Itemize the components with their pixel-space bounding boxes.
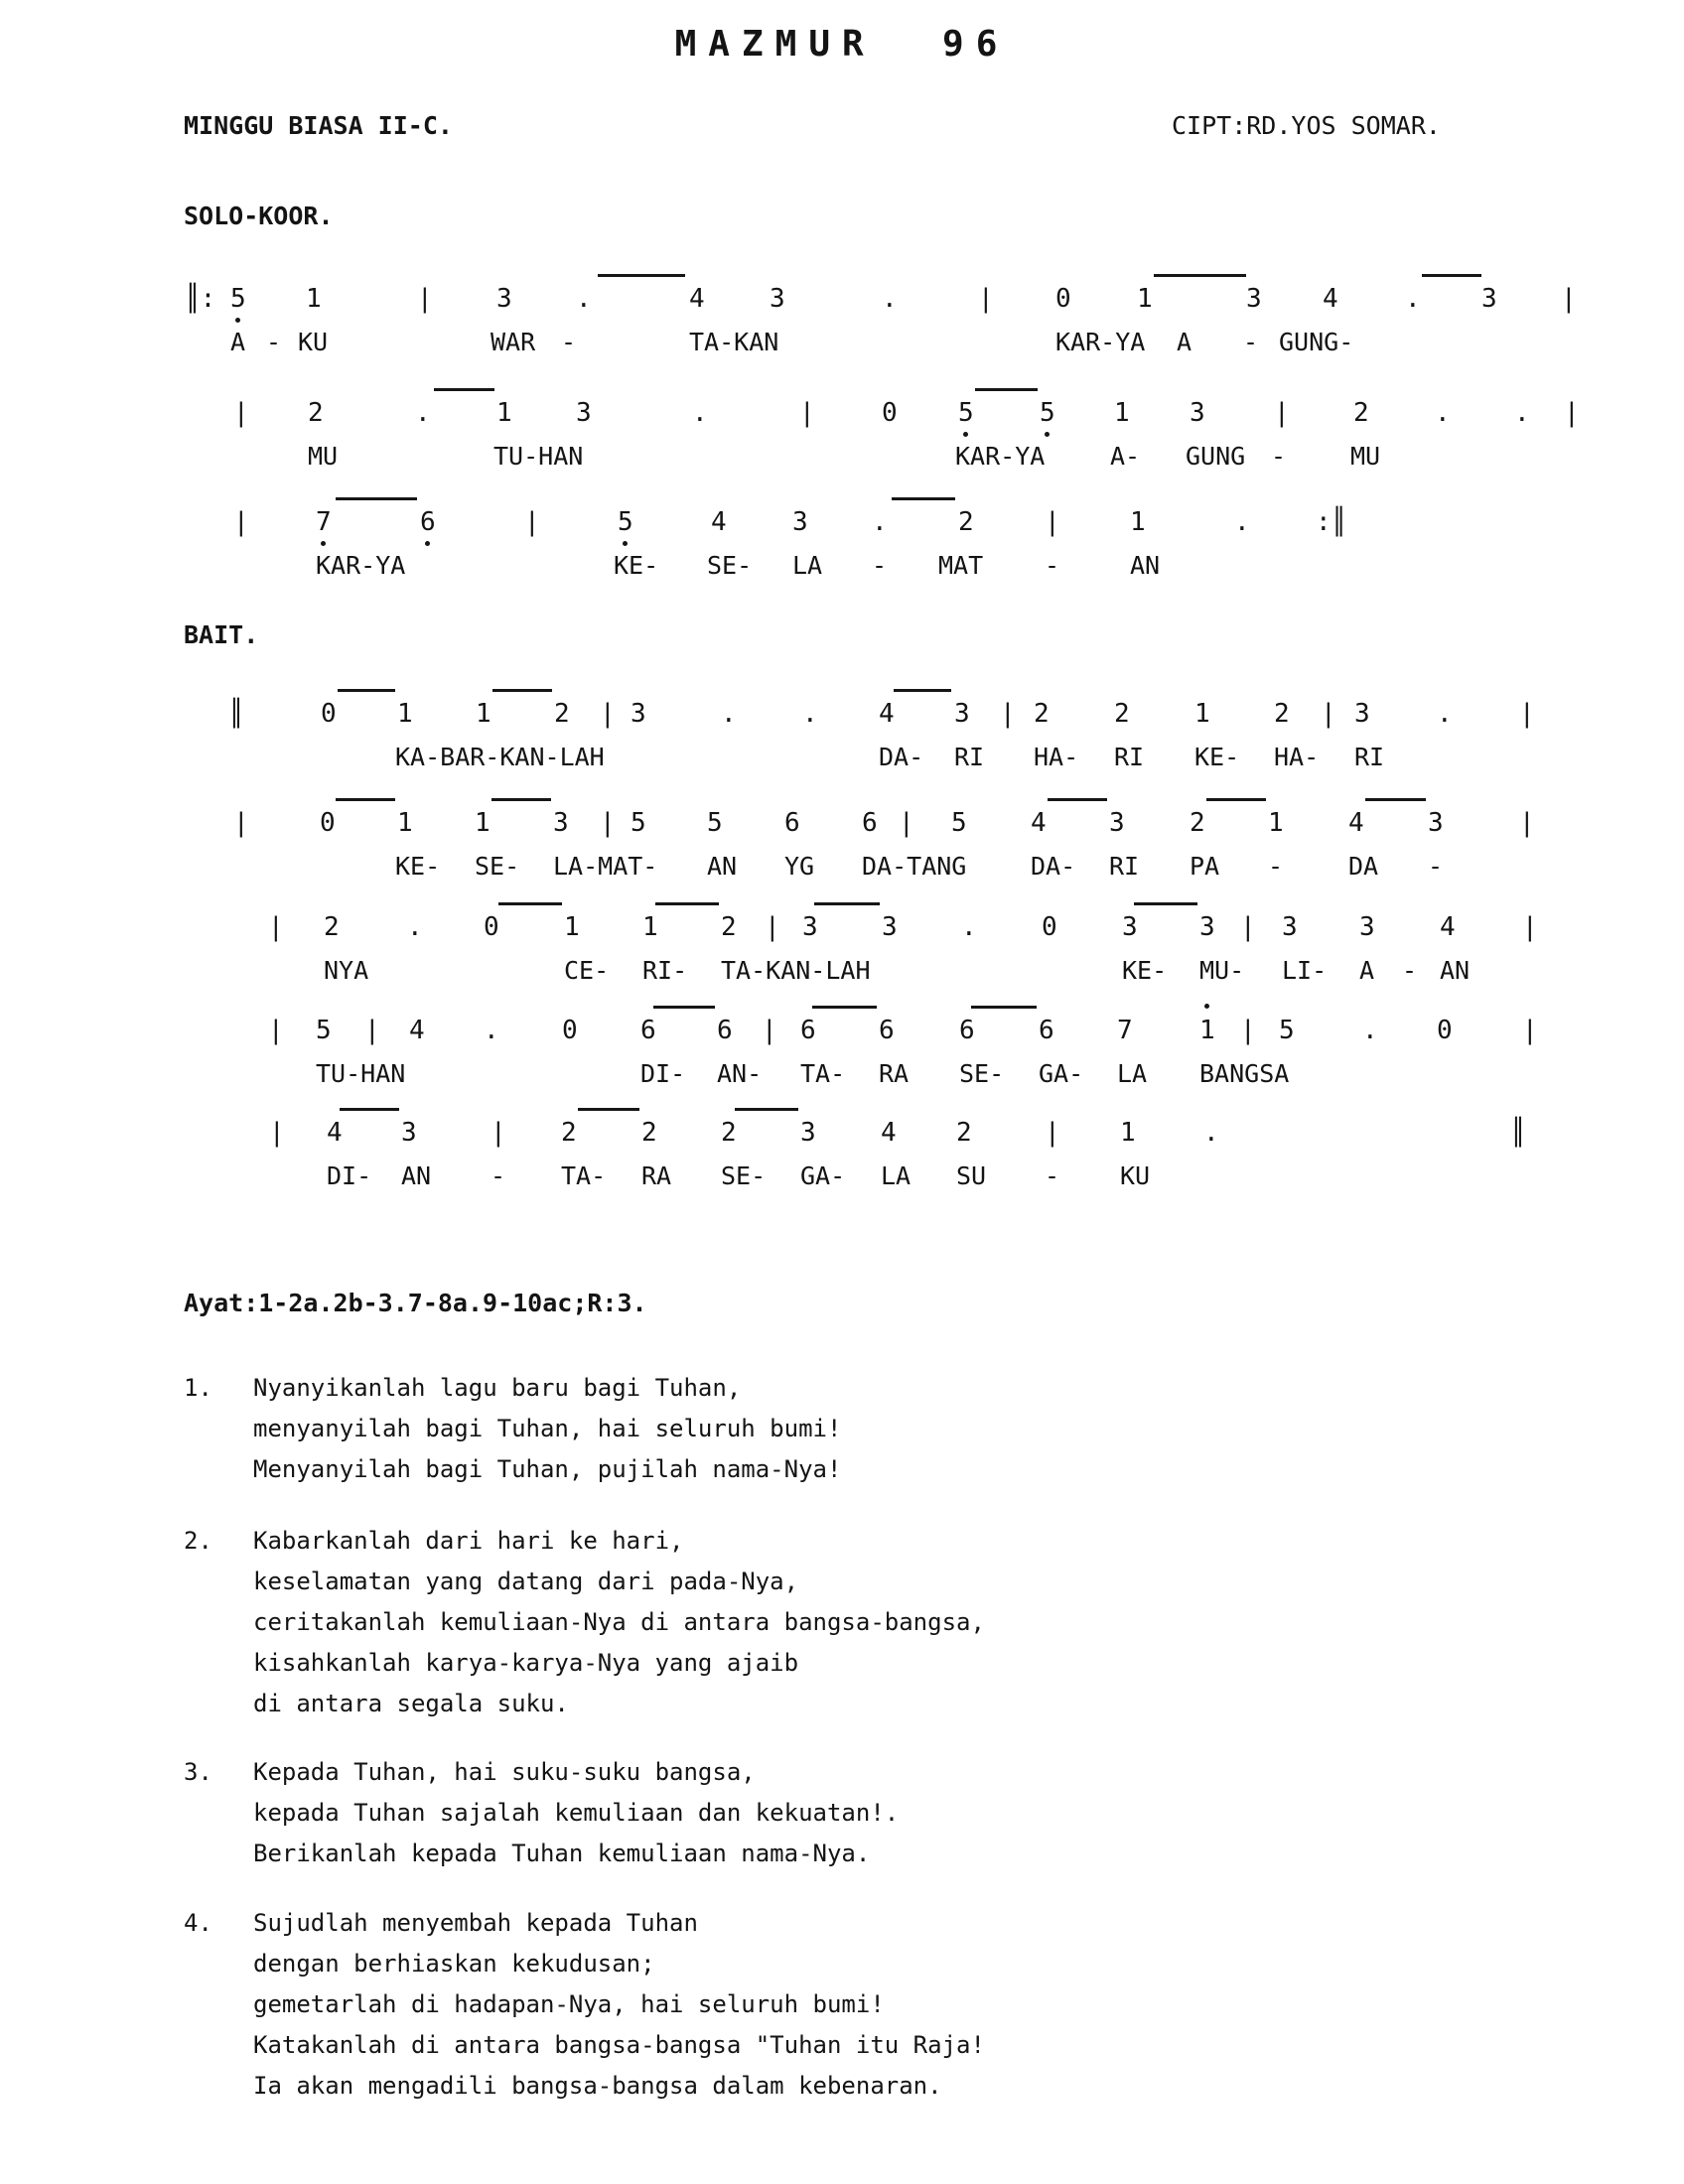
note-token: 2 — [721, 912, 737, 942]
note-token: . — [484, 1016, 499, 1045]
note-token: 5 — [958, 398, 974, 428]
beam-line — [336, 798, 395, 801]
note-token: 1 — [1194, 699, 1210, 729]
note-token: 4 — [711, 507, 727, 537]
note-token: 5 — [618, 507, 633, 537]
note-token: | — [1045, 1118, 1060, 1148]
note-token: 3 — [401, 1118, 417, 1148]
verse-block — [184, 1521, 985, 1724]
note-token: | — [600, 808, 616, 838]
note-token: 2 — [1274, 699, 1290, 729]
verse-line: Katakanlah di antara bangsa-bangsa "Tuhan itu Raja! — [253, 2031, 985, 2059]
lyric-syllable: - — [1402, 956, 1418, 985]
note-token: 4 — [1323, 284, 1338, 314]
note-token: . — [1203, 1118, 1219, 1148]
beam-line — [892, 497, 955, 500]
lyric-syllable: - — [1045, 1161, 1060, 1190]
note-token: 2 — [324, 912, 340, 942]
verse-number: 2. — [184, 1527, 212, 1555]
lyric-syllable: KU — [1120, 1161, 1151, 1190]
note-token: 5 — [230, 284, 246, 314]
lyric-syllable: YG — [784, 852, 815, 881]
lyric-syllable: TU-HAN — [493, 442, 584, 471]
music-line — [0, 1015, 1684, 1096]
page-title: MAZMUR 96 — [674, 24, 1010, 65]
beam-line — [491, 798, 551, 801]
note-token: 1 — [1137, 284, 1153, 314]
note-token: 2 — [554, 699, 570, 729]
beam-line — [1134, 902, 1197, 905]
note-token: 2 — [1353, 398, 1369, 428]
note-token: 0 — [1055, 284, 1071, 314]
music-line — [0, 506, 1684, 588]
lyric-syllable: KA-BAR-KAN-LAH — [395, 743, 605, 771]
lyric-syllable: LA — [792, 551, 823, 580]
lyric-syllable: SE- — [707, 551, 753, 580]
note-token: 2 — [1114, 699, 1130, 729]
note-token: . — [1362, 1016, 1378, 1045]
lyric-syllable: SE- — [721, 1161, 767, 1190]
note-token: 6 — [862, 808, 878, 838]
lyric-syllable: TU-HAN — [316, 1059, 406, 1088]
beam-line — [578, 1108, 639, 1111]
lyric-syllable: LA — [1117, 1059, 1148, 1088]
note-token: 1 — [306, 284, 322, 314]
beam-line — [653, 1006, 715, 1009]
verse-block — [184, 1368, 841, 1490]
note-token: ║ — [228, 699, 244, 729]
note-token: 3 — [770, 284, 785, 314]
note-token: 3 — [553, 808, 569, 838]
lyric-syllable: AN — [1130, 551, 1161, 580]
note-token: . — [1435, 398, 1451, 428]
note-token: 1 — [1130, 507, 1146, 537]
note-token: | — [978, 284, 994, 314]
music-line — [0, 1117, 1684, 1198]
note-token: | — [1522, 912, 1538, 942]
note-token: 4 — [327, 1118, 343, 1148]
verse-lines — [253, 1521, 985, 1724]
note-token: 3 — [1122, 912, 1138, 942]
lyric-syllable: A — [1177, 328, 1193, 356]
verse-number: 3. — [184, 1758, 212, 1786]
lyric-syllable: TA-KAN-LAH — [721, 956, 871, 985]
note-token: 6 — [784, 808, 800, 838]
lyric-syllable: BANGSA — [1199, 1059, 1290, 1088]
note-token: | — [799, 398, 815, 428]
note-token: 0 — [484, 912, 499, 942]
beam-line — [1206, 798, 1266, 801]
note-token: ║ — [1510, 1118, 1526, 1148]
lyric-syllable: AN — [707, 852, 738, 881]
lyric-syllable: SU — [956, 1161, 987, 1190]
verse-line: di antara segala suku. — [253, 1690, 569, 1717]
note-token: 4 — [689, 284, 705, 314]
note-token: 1 — [1114, 398, 1130, 428]
lyric-syllable: GA- — [1039, 1059, 1084, 1088]
note-token: 5 — [707, 808, 723, 838]
lyric-syllable: - — [491, 1161, 506, 1190]
note-token: 1 — [1120, 1118, 1136, 1148]
note-token: 6 — [1039, 1016, 1054, 1045]
note-token: . — [802, 699, 818, 729]
beam-line — [812, 1006, 877, 1009]
note-token: 6 — [640, 1016, 656, 1045]
beam-line — [434, 388, 494, 391]
lyric-syllable: - — [872, 551, 888, 580]
verse-line: dengan berhiaskan kekudusan; — [253, 1950, 655, 1978]
note-token: 3 — [792, 507, 808, 537]
verse-line: Kabarkanlah dari hari ke hari, — [253, 1527, 684, 1555]
beam-line — [1365, 798, 1426, 801]
beam-line — [814, 902, 880, 905]
lyric-syllable: RI — [954, 743, 985, 771]
lyric-syllable: MU- — [1199, 956, 1245, 985]
note-token: 5 — [316, 1016, 332, 1045]
note-token: | — [269, 1118, 285, 1148]
note-token: 3 — [954, 699, 970, 729]
note-token: | — [268, 912, 284, 942]
lyric-syllable: KE- — [1194, 743, 1240, 771]
note-token: . — [415, 398, 431, 428]
note-token: | — [899, 808, 914, 838]
note-token: | — [1000, 699, 1016, 729]
note-token: 1 — [397, 808, 413, 838]
note-token: 4 — [409, 1016, 425, 1045]
note-token: 3 — [1354, 699, 1370, 729]
note-token: 3 — [631, 699, 646, 729]
lyric-syllable: RI — [1354, 743, 1385, 771]
lyric-syllable: TA-KAN — [689, 328, 779, 356]
lyric-syllable: HA- — [1274, 743, 1320, 771]
liturgical-week-label: MINGGU BIASA II-C. — [184, 111, 453, 140]
verse-line: gemetarlah di hadapan-Nya, hai seluruh bumi! — [253, 1990, 885, 2018]
note-token: 3 — [1428, 808, 1444, 838]
verse-reference-heading: Ayat:1-2a.2b-3.7-8a.9-10ac;R:3. — [184, 1289, 647, 1317]
verse-line: kepada Tuhan sajalah kemuliaan dan kekuatan!. — [253, 1799, 900, 1827]
lyric-syllable: KAR-YA — [1055, 328, 1146, 356]
note-token: 4 — [881, 1118, 897, 1148]
lyric-syllable: MU — [308, 442, 339, 471]
lyric-syllable: - — [266, 328, 282, 356]
beam-line — [1422, 274, 1481, 277]
beam-line — [971, 1006, 1037, 1009]
note-token: 0 — [320, 808, 336, 838]
beam-line — [655, 902, 719, 905]
lyric-syllable: DI- — [640, 1059, 686, 1088]
note-token: 2 — [721, 1118, 737, 1148]
note-token: 3 — [1199, 912, 1215, 942]
lyric-syllable: DI- — [327, 1161, 372, 1190]
beam-line — [492, 689, 552, 692]
section-label-solo-koor: SOLO-KOOR. — [184, 202, 334, 230]
verse-number: 4. — [184, 1909, 212, 1937]
beam-line — [975, 388, 1038, 391]
note-token: | — [417, 284, 433, 314]
note-token: 4 — [879, 699, 895, 729]
lyric-syllable: PA — [1190, 852, 1220, 881]
note-token: . — [576, 284, 592, 314]
note-token: 2 — [1034, 699, 1050, 729]
note-token: | — [1564, 398, 1580, 428]
verse-line: Ia akan mengadili bangsa-bangsa dalam kebenaran. — [253, 2072, 942, 2100]
lyric-syllable: A — [1359, 956, 1375, 985]
lyric-syllable: A- — [1110, 442, 1141, 471]
note-token: 4 — [1031, 808, 1047, 838]
note-token: . — [692, 398, 708, 428]
note-token: 3 — [1190, 398, 1205, 428]
note-token: 7 — [316, 507, 332, 537]
note-token: | — [364, 1016, 380, 1045]
note-token: 2 — [561, 1118, 577, 1148]
note-token: 3 — [576, 398, 592, 428]
note-token: | — [233, 398, 249, 428]
lyric-syllable: - — [1243, 328, 1259, 356]
beam-line — [598, 274, 685, 277]
music-line — [0, 283, 1684, 364]
note-token: 7 — [1117, 1016, 1133, 1045]
note-token: | — [268, 1016, 284, 1045]
verse-line: Menyanyilah bagi Tuhan, pujilah nama-Nya! — [253, 1455, 842, 1483]
note-token: | — [491, 1118, 506, 1148]
lyric-syllable: AN- — [717, 1059, 763, 1088]
lyric-syllable: DA-TANG — [862, 852, 967, 881]
note-token: . — [1437, 699, 1453, 729]
lyric-syllable: RI — [1114, 743, 1145, 771]
lyric-syllable: KAR-YA — [316, 551, 406, 580]
note-token: . — [1234, 507, 1250, 537]
note-token: 1 — [1199, 1016, 1215, 1045]
note-token: | — [524, 507, 540, 537]
note-token: 5 — [631, 808, 646, 838]
verse-line: menyanyilah bagi Tuhan, hai seluruh bumi! — [253, 1415, 842, 1442]
lyric-syllable: MU — [1350, 442, 1381, 471]
note-token: . — [872, 507, 888, 537]
verse-lines — [253, 1903, 985, 2107]
note-token: 1 — [397, 699, 413, 729]
lyric-syllable: GUNG- — [1279, 328, 1354, 356]
verse-block — [184, 1752, 899, 1874]
note-token: 3 — [882, 912, 898, 942]
note-token: 0 — [1042, 912, 1057, 942]
lyric-syllable: TA- — [561, 1161, 607, 1190]
note-token: | — [1561, 284, 1577, 314]
note-token: 2 — [641, 1118, 657, 1148]
note-token: 2 — [308, 398, 324, 428]
beam-line — [340, 1108, 399, 1111]
note-token: | — [765, 912, 780, 942]
note-token: | — [1321, 699, 1336, 729]
beam-line — [498, 902, 562, 905]
note-token: | — [1522, 1016, 1538, 1045]
note-token: 0 — [882, 398, 898, 428]
beam-line — [894, 689, 951, 692]
note-token: 6 — [717, 1016, 733, 1045]
verse-line: ceritakanlah kemuliaan-Nya di antara bangsa-bangsa, — [253, 1608, 985, 1636]
note-token: 3 — [800, 1118, 816, 1148]
lyric-syllable: DA- — [1031, 852, 1076, 881]
note-token: | — [233, 808, 249, 838]
verse-line: kisahkanlah karya-karya-Nya yang ajaib — [253, 1649, 799, 1677]
lyric-syllable: - — [1428, 852, 1444, 881]
beam-line — [735, 1108, 798, 1111]
lyric-syllable: KE- — [614, 551, 659, 580]
music-line — [0, 911, 1684, 993]
note-token: :║ — [1316, 507, 1347, 537]
beam-line — [1048, 798, 1107, 801]
lyric-syllable: KE- — [395, 852, 441, 881]
lyric-syllable: SE- — [959, 1059, 1005, 1088]
lyric-syllable: - — [1268, 852, 1284, 881]
note-token: 0 — [562, 1016, 578, 1045]
verse-block — [184, 1903, 985, 2107]
composer-credit: CIPT:RD.YOS SOMAR. — [1172, 111, 1441, 140]
note-token: 1 — [476, 699, 491, 729]
lyric-syllable: WAR — [491, 328, 536, 356]
note-token: | — [600, 699, 616, 729]
verse-number: 1. — [184, 1374, 212, 1402]
note-token: 4 — [1348, 808, 1364, 838]
lyric-syllable: RA — [641, 1161, 672, 1190]
note-token: 1 — [475, 808, 491, 838]
note-token: 3 — [1282, 912, 1298, 942]
lyric-syllable: RA — [879, 1059, 910, 1088]
lyric-syllable: NYA — [324, 956, 369, 985]
lyric-syllable: TA- — [800, 1059, 846, 1088]
lyric-syllable: LA-MAT- — [553, 852, 658, 881]
verse-line: Kepada Tuhan, hai suku-suku bangsa, — [253, 1758, 756, 1786]
verse-line: Nyanyikanlah lagu baru bagi Tuhan, — [253, 1374, 742, 1402]
lyric-syllable: - — [1045, 551, 1060, 580]
note-token: 2 — [956, 1118, 972, 1148]
lyric-syllable: A — [230, 328, 246, 356]
note-token: 2 — [958, 507, 974, 537]
lyric-syllable: GUNG — [1186, 442, 1246, 471]
lyric-syllable: SE- — [475, 852, 520, 881]
note-token: 4 — [1440, 912, 1456, 942]
note-token: . — [961, 912, 977, 942]
note-token: 3 — [1359, 912, 1375, 942]
lyric-syllable: - — [1271, 442, 1287, 471]
note-token: | — [1519, 808, 1535, 838]
note-token: . — [882, 284, 898, 314]
note-token: | — [233, 507, 249, 537]
lyric-syllable: RI- — [642, 956, 688, 985]
note-token: | — [1240, 1016, 1256, 1045]
note-token: 5 — [1040, 398, 1055, 428]
note-token: 1 — [642, 912, 658, 942]
note-token: 6 — [800, 1016, 816, 1045]
lyric-syllable: DA — [1348, 852, 1379, 881]
note-token: | — [1240, 912, 1256, 942]
verse-line: Sujudlah menyembah kepada Tuhan — [253, 1909, 698, 1937]
note-token: 5 — [951, 808, 967, 838]
note-token: 6 — [959, 1016, 975, 1045]
note-token: 3 — [802, 912, 818, 942]
note-token: . — [1405, 284, 1421, 314]
music-line — [0, 807, 1684, 888]
note-token: 3 — [1481, 284, 1497, 314]
lyric-syllable: DA- — [879, 743, 924, 771]
note-token: 3 — [496, 284, 512, 314]
verse-lines — [253, 1752, 899, 1874]
note-token: . — [407, 912, 423, 942]
lyric-syllable: AN — [1440, 956, 1471, 985]
note-token: 1 — [496, 398, 512, 428]
note-token: 0 — [1437, 1016, 1453, 1045]
note-token: 2 — [1190, 808, 1205, 838]
lyric-syllable: HA- — [1034, 743, 1079, 771]
note-token: 3 — [1246, 284, 1262, 314]
verse-line: Berikanlah kepada Tuhan kemuliaan nama-Nya. — [253, 1840, 871, 1867]
note-token: . — [1514, 398, 1530, 428]
lyric-syllable: KE- — [1122, 956, 1168, 985]
note-token: | — [762, 1016, 777, 1045]
lyric-syllable: LI- — [1282, 956, 1328, 985]
verse-lines — [253, 1368, 841, 1490]
music-line — [0, 397, 1684, 478]
note-token: | — [1045, 507, 1060, 537]
lyric-syllable: MAT — [938, 551, 984, 580]
beam-line — [1154, 274, 1246, 277]
note-token: 1 — [1268, 808, 1284, 838]
music-line — [0, 698, 1684, 779]
lyric-syllable: CE- — [564, 956, 610, 985]
note-token: | — [1519, 699, 1535, 729]
lyric-syllable: GA- — [800, 1161, 846, 1190]
lyric-syllable: RI — [1109, 852, 1140, 881]
note-token: 0 — [321, 699, 337, 729]
note-token: 1 — [564, 912, 580, 942]
note-token: | — [1274, 398, 1290, 428]
lyric-syllable: AN — [401, 1161, 432, 1190]
note-token: 5 — [1279, 1016, 1295, 1045]
note-token: . — [721, 699, 737, 729]
note-token: ║: — [185, 284, 216, 314]
verse-line: keselamatan yang datang dari pada-Nya, — [253, 1568, 799, 1595]
note-token: 3 — [1109, 808, 1125, 838]
lyric-syllable: KU — [298, 328, 329, 356]
beam-line — [336, 497, 417, 500]
lyric-syllable: - — [561, 328, 577, 356]
lyric-syllable: LA — [881, 1161, 912, 1190]
beam-line — [338, 689, 395, 692]
note-token: 6 — [420, 507, 436, 537]
lyric-syllable: KAR-YA — [955, 442, 1046, 471]
section-label-bait: BAIT. — [184, 620, 259, 649]
note-token: 6 — [879, 1016, 895, 1045]
